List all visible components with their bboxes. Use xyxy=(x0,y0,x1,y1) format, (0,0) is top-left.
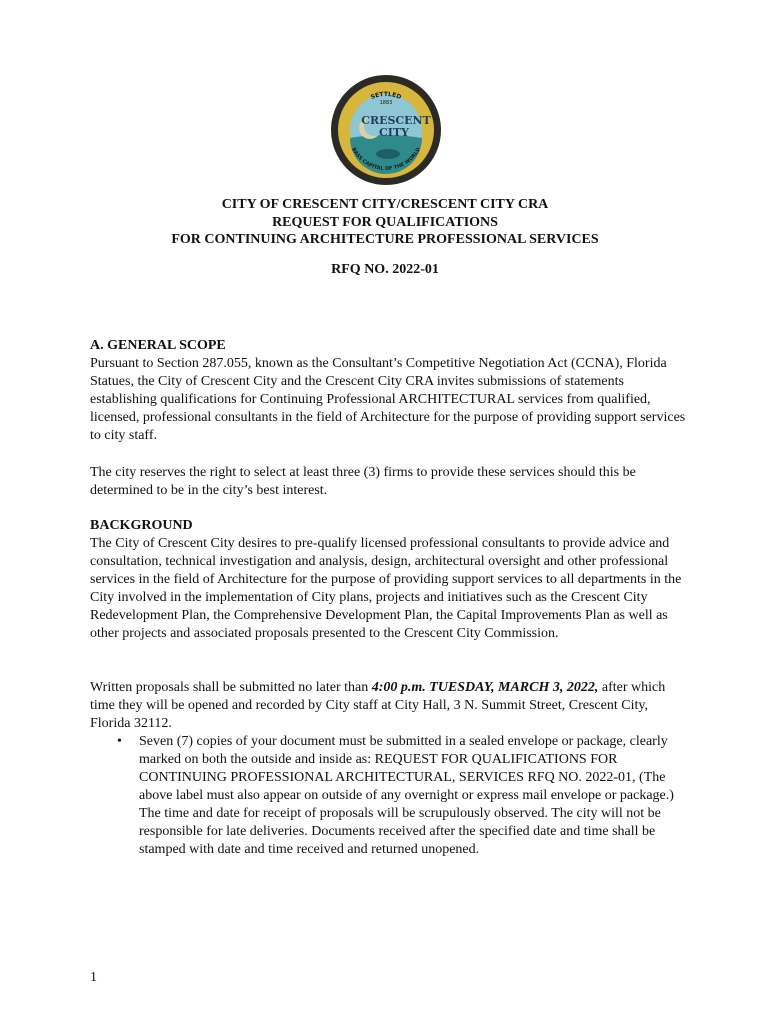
general-scope-text: Pursuant to Section 287.055, known as the Consultant’s Competitive Negotiation Act (CCNA), Florida Statues, the City of Crescent City and the Crescent City CRA invites submissions of statements establishing qualifications for Continuing Professional ARCHITECTURAL services from qualified, licensed, professional consultants in the field of Architecture for the purpose of providing support services to city staff. xyxy=(90,356,686,443)
seal-top-text: SETTLED xyxy=(369,91,403,102)
city-seal-logo xyxy=(330,74,442,186)
page-number: 1 xyxy=(90,970,97,985)
section-reserve xyxy=(90,464,690,500)
reserve-text: The city reserves the right to select at least three (3) firms to provide these services should this be determined to be in the city’s best interest. xyxy=(90,465,636,498)
background-text: The City of Crescent City desires to pre-qualify licensed professional consultants to provide advice and consultation, technical investigation and analysis, design, architectural oversight and other professional services in the field of Architecture for the purpose of providing support services to all departments in the City involved in the implementation of City plans, projects and initiatives such as the Crescent City Redevelopment Plan, the Comprehensive Development Plan, the Capital Improvements Plan as well as other projects and associated proposals presented to the Crescent City Commission. xyxy=(90,536,682,641)
rfq-number: RFQ NO. 2022-01 xyxy=(331,262,439,277)
written-text-after: after which time they will be opened and recorded by City staff at City Hall, 3 N. Summit Street, Crescent City, Florida 32112. xyxy=(90,680,666,731)
bullet-icon: • xyxy=(117,734,122,749)
seal-name-line2: CITY xyxy=(379,126,409,139)
seal-year: 1883 xyxy=(379,100,393,106)
general-scope-heading: A. GENERAL SCOPE xyxy=(90,338,226,353)
header-line-1: CITY OF CRESCENT CITY/CRESCENT CITY CRA xyxy=(221,197,549,212)
seal-bass-fish-icon xyxy=(376,149,400,159)
background-heading: BACKGROUND xyxy=(90,518,193,533)
written-proposals-text xyxy=(90,679,690,733)
seal-name-line1: CRESCENT xyxy=(361,114,431,127)
written-text-before: Written proposals shall be submitted no later than xyxy=(90,680,372,695)
section-written-proposals xyxy=(90,679,690,733)
submission-deadline: 4:00 p.m. TUESDAY, MARCH 3, 2022, xyxy=(371,680,599,695)
bullet-item xyxy=(117,733,677,859)
bullet-text: Seven (7) copies of your document must be submitted in a sealed envelope or package, clearly marked on both the outside and inside as: REQUEST FOR QUALIFICATIONS FOR CONTINUING PROFESSIONAL ARCHITECTURAL, SERVICES RFQ NO. 2022-01, (The above label must also appear on outside of any overnight or express mail envelope or package.) The time and date for receipt of proposals will be scrupulously observed. The city will not be responsible for late deliveries. Documents received after the specified date and time shall be stamped with date and time received and returned unopened. xyxy=(139,734,674,857)
seal-bottom-text: BASS CAPITAL OF THE WORLD xyxy=(350,146,422,173)
section-background xyxy=(90,517,690,643)
header-line-3: FOR CONTINUING ARCHITECTURE PROFESSIONAL SERVICES xyxy=(171,232,599,247)
document-header xyxy=(0,196,770,249)
header-line-2: REQUEST FOR QUALIFICATIONS xyxy=(272,214,498,230)
section-general-scope xyxy=(90,337,690,445)
